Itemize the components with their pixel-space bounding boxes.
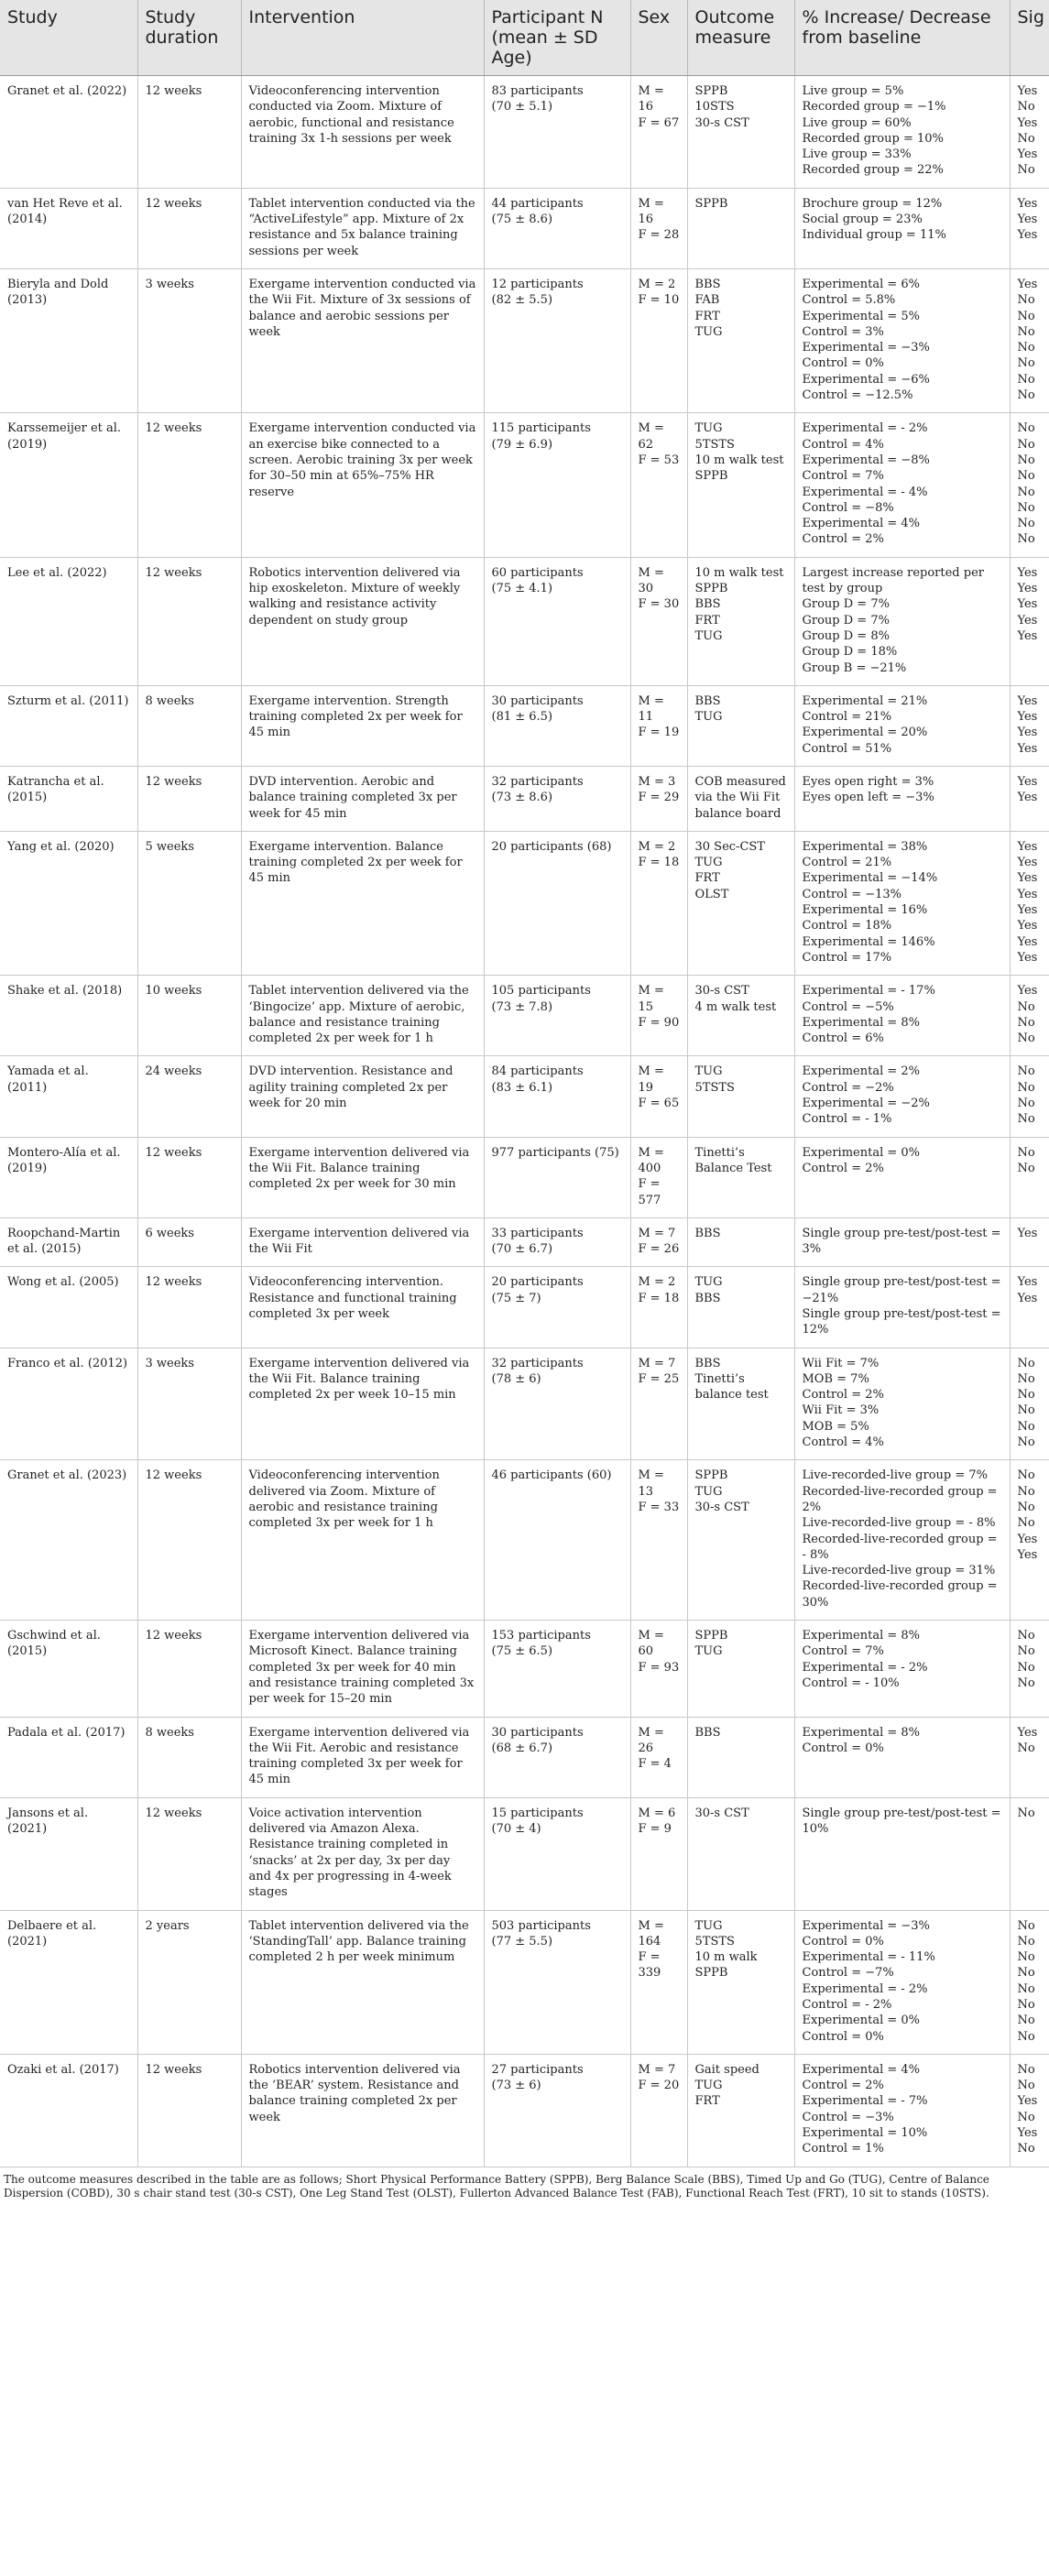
duration-cell: 12 weeks <box>137 1267 241 1348</box>
sex-cell: M = 7 F = 20 <box>630 2054 687 2167</box>
sex-cell: M = 2 F = 18 <box>630 1267 687 1348</box>
sig-cell: No No No No <box>1010 1621 1049 1717</box>
header-outcome: Outcome measure <box>687 0 794 76</box>
participants-cell: 15 participants (70 ± 4) <box>484 1797 630 1910</box>
duration-cell: 12 weeks <box>137 188 241 268</box>
table-row <box>0 1797 1049 1910</box>
table-row <box>0 557 1049 685</box>
study-cell: Delbaere et al. (2021) <box>0 1910 137 2054</box>
sex-cell: M = 2 F = 18 <box>630 831 687 975</box>
outcome-cell: 30-s CST <box>687 1797 794 1910</box>
sig-cell: Yes No No No <box>1010 976 1049 1056</box>
sig-cell: No <box>1010 1797 1049 1910</box>
change-cell: Wii Fit = 7% MOB = 7% Control = 2% Wii Fit = 3% MOB = 5% Control = 4% <box>794 1348 1010 1460</box>
change-cell: Live-recorded-live group = 7% Recorded-live-recorded group = 2% Live-recorded-live group = - 8% Recorded-live-recorded group = - 8% Live-recorded-live group = 31% Recorded-live-recorded group = 30% <box>794 1460 1010 1621</box>
duration-cell: 2 years <box>137 1910 241 2054</box>
study-cell: Padala et al. (2017) <box>0 1717 137 1797</box>
intervention-cell: Robotics intervention delivered via hip exoskeleton. Mixture of weekly walking and resistance activity dependent on study group <box>241 557 484 685</box>
sig-cell: No No Yes No Yes No <box>1010 2054 1049 2167</box>
table-row <box>0 413 1049 557</box>
intervention-cell: Videoconferencing intervention delivered via Zoom. Mixture of aerobic and resistance training completed 3x per week for 1 h <box>241 1460 484 1621</box>
study-cell: Yang et al. (2020) <box>0 831 137 975</box>
table-row <box>0 1460 1049 1621</box>
outcome-cell: BBS <box>687 1217 794 1267</box>
change-cell: Experimental = - 17% Control = −5% Experimental = 8% Control = 6% <box>794 976 1010 1056</box>
table-row <box>0 766 1049 831</box>
header-sig: Sig <box>1010 0 1049 76</box>
duration-cell: 3 weeks <box>137 268 241 412</box>
change-cell: Single group pre-test/post-test = −21% Single group pre-test/post-test = 12% <box>794 1267 1010 1348</box>
duration-cell: 12 weeks <box>137 1621 241 1717</box>
change-cell: Live group = 5% Recorded group = −1% Live group = 60% Recorded group = 10% Live group = 33% Recorded group = 22% <box>794 76 1010 189</box>
outcome-cell: TUG BBS <box>687 1267 794 1348</box>
sig-cell: No No No No No No <box>1010 1348 1049 1460</box>
outcome-cell: 30 Sec-CST TUG FRT OLST <box>687 831 794 975</box>
intervention-cell: Tablet intervention delivered via the ‘Bingocize’ app. Mixture of aerobic, balance and resistance training completed 2x per week for 1 h <box>241 976 484 1056</box>
change-cell: Experimental = - 2% Control = 4% Experimental = −8% Control = 7% Experimental = - 4% Control = −8% Experimental = 4% Control = 2% <box>794 413 1010 557</box>
duration-cell: 6 weeks <box>137 1217 241 1267</box>
outcome-cell: Gait speed TUG FRT <box>687 2054 794 2167</box>
study-cell: Shake et al. (2018) <box>0 976 137 1056</box>
outcome-cell: COB measured via the Wii Fit balance board <box>687 766 794 831</box>
study-cell: Gschwind et al. (2015) <box>0 1621 137 1717</box>
outcome-cell: BBS TUG <box>687 685 794 766</box>
study-cell: Jansons et al. (2021) <box>0 1797 137 1910</box>
intervention-cell: Exergame intervention delivered via the Wii Fit. Aerobic and resistance training completed 3x per week for 45 min <box>241 1717 484 1797</box>
sig-cell: No No No No No No No No <box>1010 1910 1049 2054</box>
header-study: Study <box>0 0 137 76</box>
outcome-cell: TUG 5TSTS 10 m walk test SPPB <box>687 413 794 557</box>
header-change: % Increase/ Decrease from baseline <box>794 0 1010 76</box>
study-cell: Franco et al. (2012) <box>0 1348 137 1460</box>
sig-cell: Yes No No No No No No No <box>1010 268 1049 412</box>
intervention-cell: Exergame intervention delivered via the Wii Fit. Balance training completed 2x per week for 30 min <box>241 1137 484 1217</box>
sex-cell: M = 15 F = 90 <box>630 976 687 1056</box>
outcome-cell: TUG 5TSTS <box>687 1056 794 1137</box>
duration-cell: 3 weeks <box>137 1348 241 1460</box>
outcome-cell: SPPB 10STS 30-s CST <box>687 76 794 189</box>
intervention-cell: Robotics intervention delivered via the ‘BEAR’ system. Resistance and balance training completed 2x per week <box>241 2054 484 2167</box>
participants-cell: 83 participants (70 ± 5.1) <box>484 76 630 189</box>
outcome-cell: SPPB TUG <box>687 1621 794 1717</box>
study-cell: Granet et al. (2023) <box>0 1460 137 1621</box>
change-cell: Single group pre-test/post-test = 3% <box>794 1217 1010 1267</box>
participants-cell: 503 participants (77 ± 5.5) <box>484 1910 630 2054</box>
table-header <box>0 0 1049 76</box>
sex-cell: M = 30 F = 30 <box>630 557 687 685</box>
participants-cell: 30 participants (68 ± 6.7) <box>484 1717 630 1797</box>
participants-cell: 46 participants (60) <box>484 1460 630 1621</box>
sig-cell: Yes Yes Yes Yes Yes <box>1010 557 1049 685</box>
header-intervention: Intervention <box>241 0 484 76</box>
sex-cell: M = 11 F = 19 <box>630 685 687 766</box>
sig-cell: Yes Yes <box>1010 766 1049 831</box>
sex-cell: M = 16 F = 67 <box>630 76 687 189</box>
table-row <box>0 1910 1049 2054</box>
duration-cell: 12 weeks <box>137 1797 241 1910</box>
duration-cell: 10 weeks <box>137 976 241 1056</box>
change-cell: Experimental = 0% Control = 2% <box>794 1137 1010 1217</box>
header-duration: Study duration <box>137 0 241 76</box>
study-cell: Montero-Alía et al. (2019) <box>0 1137 137 1217</box>
study-cell: Lee et al. (2022) <box>0 557 137 685</box>
change-cell: Brochure group = 12% Social group = 23% Individual group = 11% <box>794 188 1010 268</box>
duration-cell: 12 weeks <box>137 1460 241 1621</box>
change-cell: Eyes open right = 3% Eyes open left = −3% <box>794 766 1010 831</box>
table-body <box>0 76 1049 2167</box>
table-row <box>0 1621 1049 1717</box>
sex-cell: M = 400 F = 577 <box>630 1137 687 1217</box>
study-cell: Roopchand-Martin et al. (2015) <box>0 1217 137 1267</box>
sex-cell: M = 3 F = 29 <box>630 766 687 831</box>
sex-cell: M = 60 F = 93 <box>630 1621 687 1717</box>
intervention-cell: Exergame intervention delivered via the Wii Fit <box>241 1217 484 1267</box>
table-row <box>0 1137 1049 1217</box>
outcome-cell: 10 m walk test SPPB BBS FRT TUG <box>687 557 794 685</box>
table-row <box>0 976 1049 1056</box>
outcome-cell: TUG 5TSTS 10 m walk SPPB <box>687 1910 794 2054</box>
header-sex: Sex <box>630 0 687 76</box>
outcome-cell: BBS FAB FRT TUG <box>687 268 794 412</box>
participants-cell: 105 participants (73 ± 7.8) <box>484 976 630 1056</box>
header-participants: Participant N (mean ± SD Age) <box>484 0 630 76</box>
table-row <box>0 2054 1049 2167</box>
study-cell: Yamada et al. (2011) <box>0 1056 137 1137</box>
sig-cell: No No No No <box>1010 1056 1049 1137</box>
outcome-cell: SPPB <box>687 188 794 268</box>
intervention-cell: Videoconferencing intervention. Resistance and functional training completed 3x per week <box>241 1267 484 1348</box>
participants-cell: 33 participants (70 ± 6.7) <box>484 1217 630 1267</box>
intervention-cell: Exergame intervention conducted via the Wii Fit. Mixture of 3x sessions of balance and aerobic sessions per week <box>241 268 484 412</box>
intervention-cell: Videoconferencing intervention conducted via Zoom. Mixture of aerobic, functional and resistance training 3x 1-h sessions per week <box>241 76 484 189</box>
intervention-cell: Exergame intervention. Strength training completed 2x per week for 45 min <box>241 685 484 766</box>
sex-cell: M = 7 F = 26 <box>630 1217 687 1267</box>
study-cell: Szturm et al. (2011) <box>0 685 137 766</box>
participants-cell: 20 participants (75 ± 7) <box>484 1267 630 1348</box>
duration-cell: 12 weeks <box>137 766 241 831</box>
sex-cell: M = 164 F = 339 <box>630 1910 687 2054</box>
duration-cell: 12 weeks <box>137 2054 241 2167</box>
duration-cell: 12 weeks <box>137 557 241 685</box>
table-footnote: The outcome measures described in the table are as follows; Short Physical Performance Battery (SPPB), Berg Balance Scale (BBS), Timed Up and Go (TUG), Centre of Balance Dispersion (COBD), 30 s chair stand test (30-s CST), One Leg Stand Test (OLST), Fullerton Advanced Balance Test (FAB), Functional Reach Test (FRT), 10 sit to stands (10STS). <box>4 2172 989 2199</box>
table-row <box>0 1056 1049 1137</box>
intervention-cell: DVD intervention. Resistance and agility training completed 2x per week for 20 min <box>241 1056 484 1137</box>
participants-cell: 153 participants (75 ± 6.5) <box>484 1621 630 1717</box>
sig-cell: Yes Yes <box>1010 1267 1049 1348</box>
study-cell: van Het Reve et al. (2014) <box>0 188 137 268</box>
study-cell: Granet et al. (2022) <box>0 76 137 189</box>
change-cell: Experimental = 4% Control = 2% Experimental = - 7% Control = −3% Experimental = 10% Control = 1% <box>794 2054 1010 2167</box>
intervention-cell: Voice activation intervention delivered via Amazon Alexa. Resistance training completed in ‘snacks’ at 2x per day, 3x per day and 4x per progressing in 4-week stages <box>241 1797 484 1910</box>
change-cell: Experimental = 8% Control = 7% Experimental = - 2% Control = - 10% <box>794 1621 1010 1717</box>
sex-cell: M = 19 F = 65 <box>630 1056 687 1137</box>
sex-cell: M = 26 F = 4 <box>630 1717 687 1797</box>
sig-cell: Yes No <box>1010 1717 1049 1797</box>
intervention-cell: Exergame intervention delivered via Microsoft Kinect. Balance training completed 3x per week for 40 min and resistance training completed 3x per week for 15–20 min <box>241 1621 484 1717</box>
study-cell: Wong et al. (2005) <box>0 1267 137 1348</box>
change-cell: Experimental = 21% Control = 21% Experimental = 20% Control = 51% <box>794 685 1010 766</box>
duration-cell: 5 weeks <box>137 831 241 975</box>
table-row <box>0 188 1049 268</box>
change-cell: Largest increase reported per test by group Group D = 7% Group D = 7% Group D = 8% Group D = 18% Group B = −21% <box>794 557 1010 685</box>
study-cell: Bieryla and Dold (2013) <box>0 268 137 412</box>
change-cell: Experimental = 2% Control = −2% Experimental = −2% Control = - 1% <box>794 1056 1010 1137</box>
sex-cell: M = 7 F = 25 <box>630 1348 687 1460</box>
table-row <box>0 831 1049 975</box>
duration-cell: 12 weeks <box>137 76 241 189</box>
table-row <box>0 76 1049 189</box>
participants-cell: 60 participants (75 ± 4.1) <box>484 557 630 685</box>
intervention-cell: DVD intervention. Aerobic and balance training completed 3x per week for 45 min <box>241 766 484 831</box>
sig-cell: No No No No No No No No <box>1010 413 1049 557</box>
sex-cell: M = 16 F = 28 <box>630 188 687 268</box>
outcome-cell: BBS Tinetti’s balance test <box>687 1348 794 1460</box>
participants-cell: 30 participants (81 ± 6.5) <box>484 685 630 766</box>
sex-cell: M = 6 F = 9 <box>630 1797 687 1910</box>
sig-cell: No No No No Yes Yes <box>1010 1460 1049 1621</box>
change-cell: Experimental = 8% Control = 0% <box>794 1717 1010 1797</box>
study-cell: Karssemeijer et al. (2019) <box>0 413 137 557</box>
study-cell: Ozaki et al. (2017) <box>0 2054 137 2167</box>
duration-cell: 24 weeks <box>137 1056 241 1137</box>
outcome-cell: SPPB TUG 30-s CST <box>687 1460 794 1621</box>
change-cell: Experimental = 38% Control = 21% Experimental = −14% Control = −13% Experimental = 16% Control = 18% Experimental = 146% Control = 17% <box>794 831 1010 975</box>
intervention-cell: Exergame intervention delivered via the Wii Fit. Balance training completed 2x per week 10–15 min <box>241 1348 484 1460</box>
study-cell: Katrancha et al. (2015) <box>0 766 137 831</box>
participants-cell: 84 participants (83 ± 6.1) <box>484 1056 630 1137</box>
sig-cell: Yes Yes Yes <box>1010 188 1049 268</box>
sig-cell: No No <box>1010 1137 1049 1217</box>
table-row <box>0 1267 1049 1348</box>
duration-cell: 12 weeks <box>137 1137 241 1217</box>
sex-cell: M = 62 F = 53 <box>630 413 687 557</box>
intervention-cell: Tablet intervention delivered via the ‘StandingTall’ app. Balance training completed 2 h per week minimum <box>241 1910 484 2054</box>
duration-cell: 8 weeks <box>137 1717 241 1797</box>
participants-cell: 12 participants (82 ± 5.5) <box>484 268 630 412</box>
participants-cell: 44 participants (75 ± 8.6) <box>484 188 630 268</box>
outcome-cell: 30-s CST 4 m walk test <box>687 976 794 1056</box>
duration-cell: 8 weeks <box>137 685 241 766</box>
participants-cell: 32 participants (78 ± 6) <box>484 1348 630 1460</box>
table-row <box>0 1348 1049 1460</box>
change-cell: Single group pre-test/post-test = 10% <box>794 1797 1010 1910</box>
sex-cell: M = 2 F = 10 <box>630 268 687 412</box>
intervention-cell: Exergame intervention. Balance training completed 2x per week for 45 min <box>241 831 484 975</box>
participants-cell: 32 participants (73 ± 8.6) <box>484 766 630 831</box>
participants-cell: 27 participants (73 ± 6) <box>484 2054 630 2167</box>
outcome-cell: Tinetti’s Balance Test <box>687 1137 794 1217</box>
table-row <box>0 685 1049 766</box>
sig-cell: Yes Yes Yes Yes <box>1010 685 1049 766</box>
intervention-cell: Tablet intervention conducted via the “ActiveLifestyle” app. Mixture of 2x resistance and 5x balance training sessions per week <box>241 188 484 268</box>
sig-cell: Yes Yes Yes Yes Yes Yes Yes Yes <box>1010 831 1049 975</box>
outcome-cell: BBS <box>687 1717 794 1797</box>
change-cell: Experimental = −3% Control = 0% Experimental = - 11% Control = −7% Experimental = - 2% Control = - 2% Experimental = 0% Control = 0% <box>794 1910 1010 2054</box>
participants-cell: 977 participants (75) <box>484 1137 630 1217</box>
intervention-cell: Exergame intervention conducted via an exercise bike connected to a screen. Aerobic training 3x per week for 30–50 min at 65%–75% HR reserve <box>241 413 484 557</box>
participants-cell: 20 participants (68) <box>484 831 630 975</box>
table-row <box>0 1217 1049 1267</box>
sex-cell: M = 13 F = 33 <box>630 1460 687 1621</box>
duration-cell: 12 weeks <box>137 413 241 557</box>
sig-cell: Yes <box>1010 1217 1049 1267</box>
sig-cell: Yes No Yes No Yes No <box>1010 76 1049 189</box>
table-row <box>0 1717 1049 1797</box>
change-cell: Experimental = 6% Control = 5.8% Experimental = 5% Control = 3% Experimental = −3% Control = 0% Experimental = −6% Control = −12.5% <box>794 268 1010 412</box>
participants-cell: 115 participants (79 ± 6.9) <box>484 413 630 557</box>
table-row <box>0 268 1049 412</box>
